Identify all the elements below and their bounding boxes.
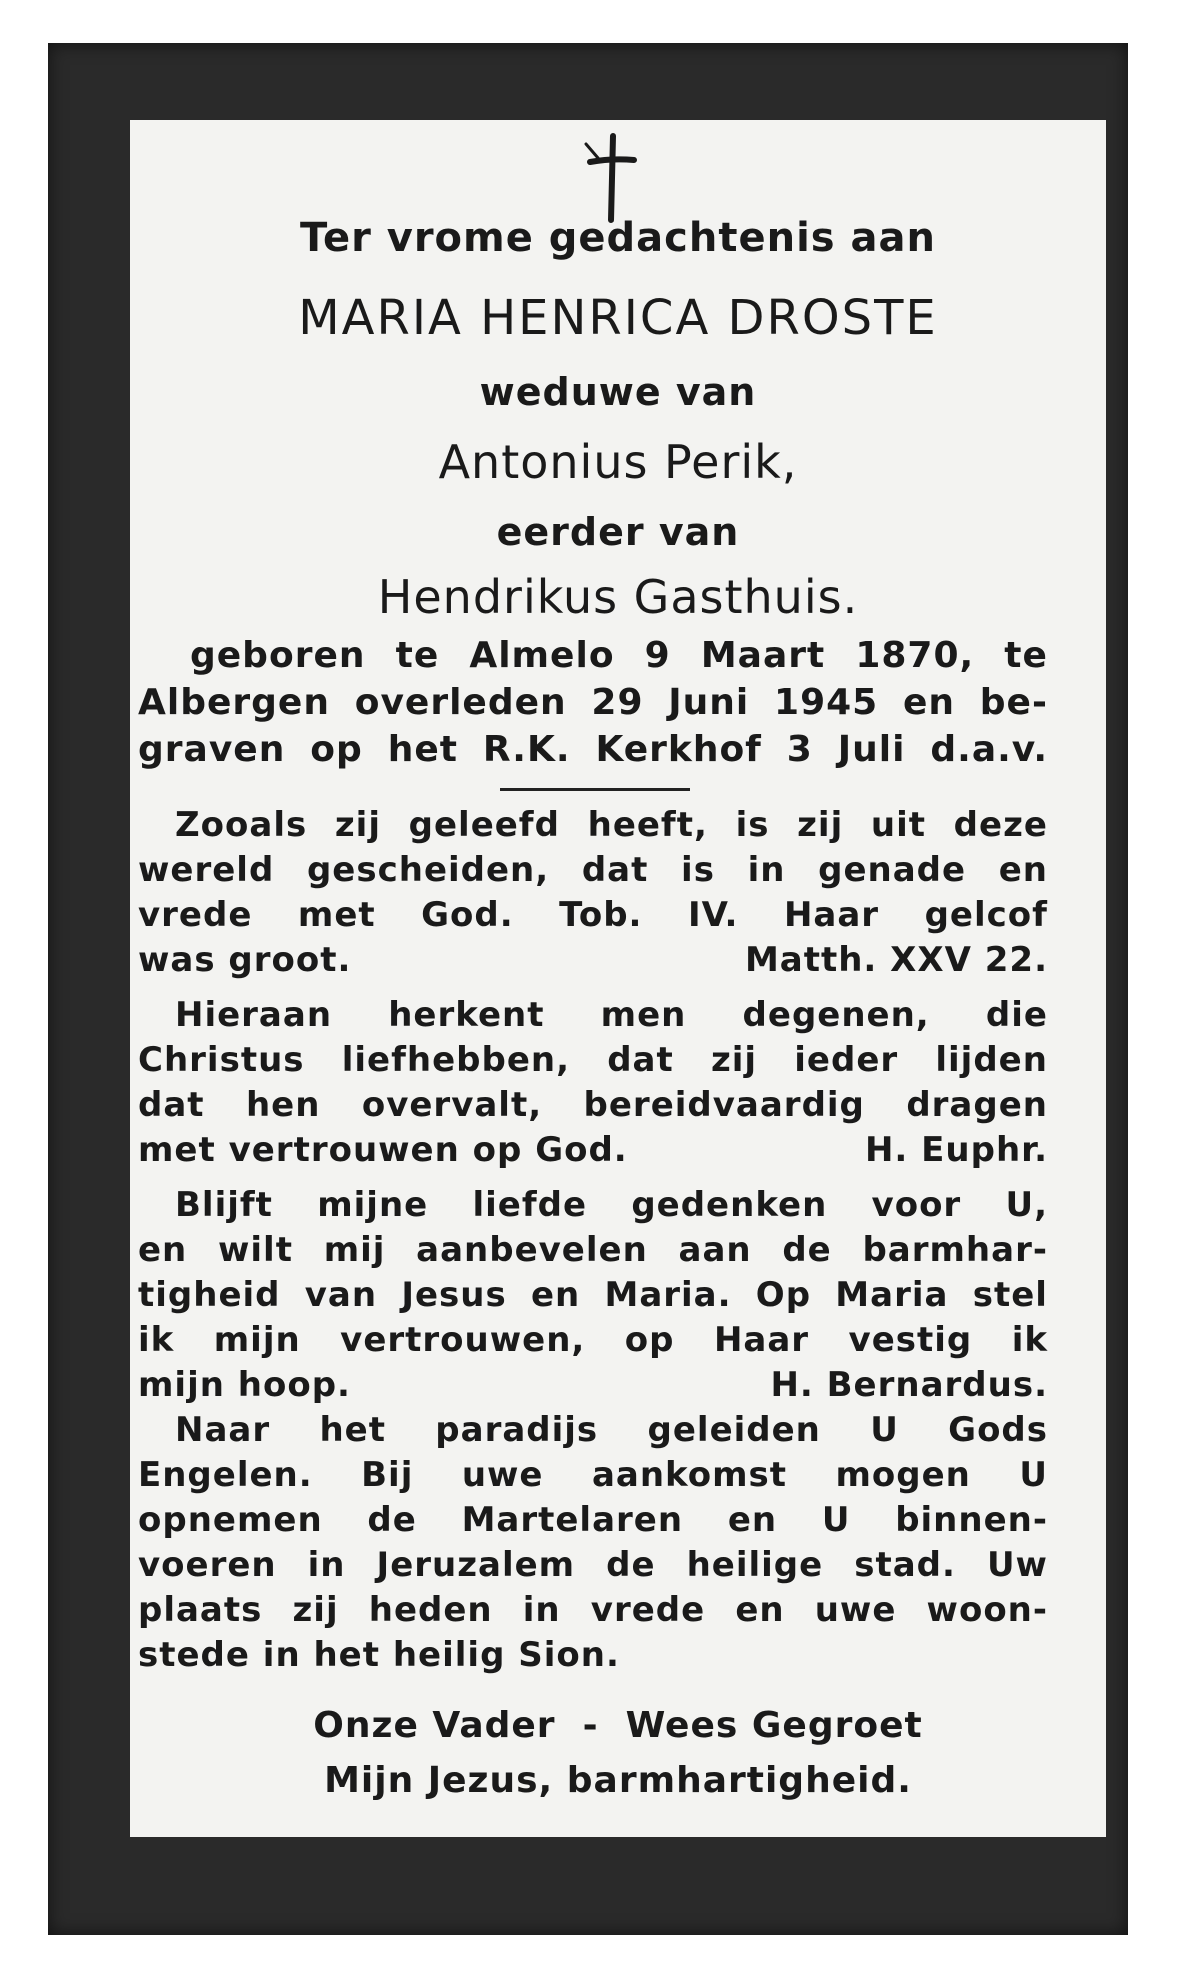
divider (500, 788, 690, 791)
passage-line: Hieraan herkent men degenen, die (175, 995, 1048, 1035)
bio-line: graven op het R.K. Kerkhof 3 Juli d.a.v. (138, 729, 1048, 770)
passage-line: stede in het heilig Sion. (138, 1635, 620, 1675)
deceased-name: MARIA HENRICA DROSTE (298, 290, 938, 346)
passage-line: ik mijn vertrouwen, op Haar vestig ik (138, 1320, 1048, 1360)
passage-line: was groot. Matth. XXV 22. (138, 940, 1048, 980)
passage-line: met vertrouwen op God. H. Euphr. (138, 1130, 1048, 1170)
passage-line: Naar het paradijs geleiden U Gods (175, 1410, 1048, 1450)
passage-line: voeren in Jeruzalem de heilige stad. Uw (138, 1545, 1048, 1585)
bio-line: geboren te Almelo 9 Maart 1870, te (190, 635, 1048, 676)
passage-line: Christus liefhebben, dat zij ieder lijden (138, 1040, 1048, 1080)
prayer-line: Mijn Jezus, barmhartigheid. (324, 1760, 912, 1801)
widow-of-label: weduwe van (479, 370, 757, 414)
passage-line: mijn hoop. H. Bernardus. (138, 1365, 1048, 1405)
passage-line: vrede met God. Tob. IV. Haar gelcof (138, 895, 1048, 935)
passage-line: opnemen de Martelaren en U binnen- (138, 1500, 1048, 1540)
passage-line: Blijft mijne liefde gedenken voor U, (175, 1185, 1048, 1225)
passage-line: dat hen overvalt, bereidvaardig dragen (138, 1085, 1048, 1125)
cross-icon (582, 128, 642, 228)
bio-line: Albergen overleden 29 Juni 1945 en be- (138, 682, 1048, 723)
passage-line: en wilt mij aanbevelen aan de barmhar- (138, 1230, 1048, 1270)
passage-line: plaats zij heden in vrede en uwe woon- (138, 1590, 1048, 1630)
earlier-of-label: eerder van (496, 510, 740, 554)
heading: Ter vrome gedachtenis aan (300, 215, 936, 261)
first-husband-name: Antonius Perik, (438, 435, 798, 489)
passage-line: Engelen. Bij uwe aankomst mogen U (138, 1455, 1048, 1495)
passage-line: wereld gescheiden, dat is in genade en (138, 850, 1048, 890)
passage-line: tigheid van Jesus en Maria. Op Maria stel (138, 1275, 1048, 1315)
prayer-line: Onze Vader - Wees Gegroet (313, 1705, 923, 1746)
second-husband-name: Hendrikus Gasthuis. (377, 570, 859, 624)
passage-line: Zooals zij geleefd heeft, is zij uit deze (175, 805, 1048, 845)
memorial-card (130, 120, 1106, 1837)
